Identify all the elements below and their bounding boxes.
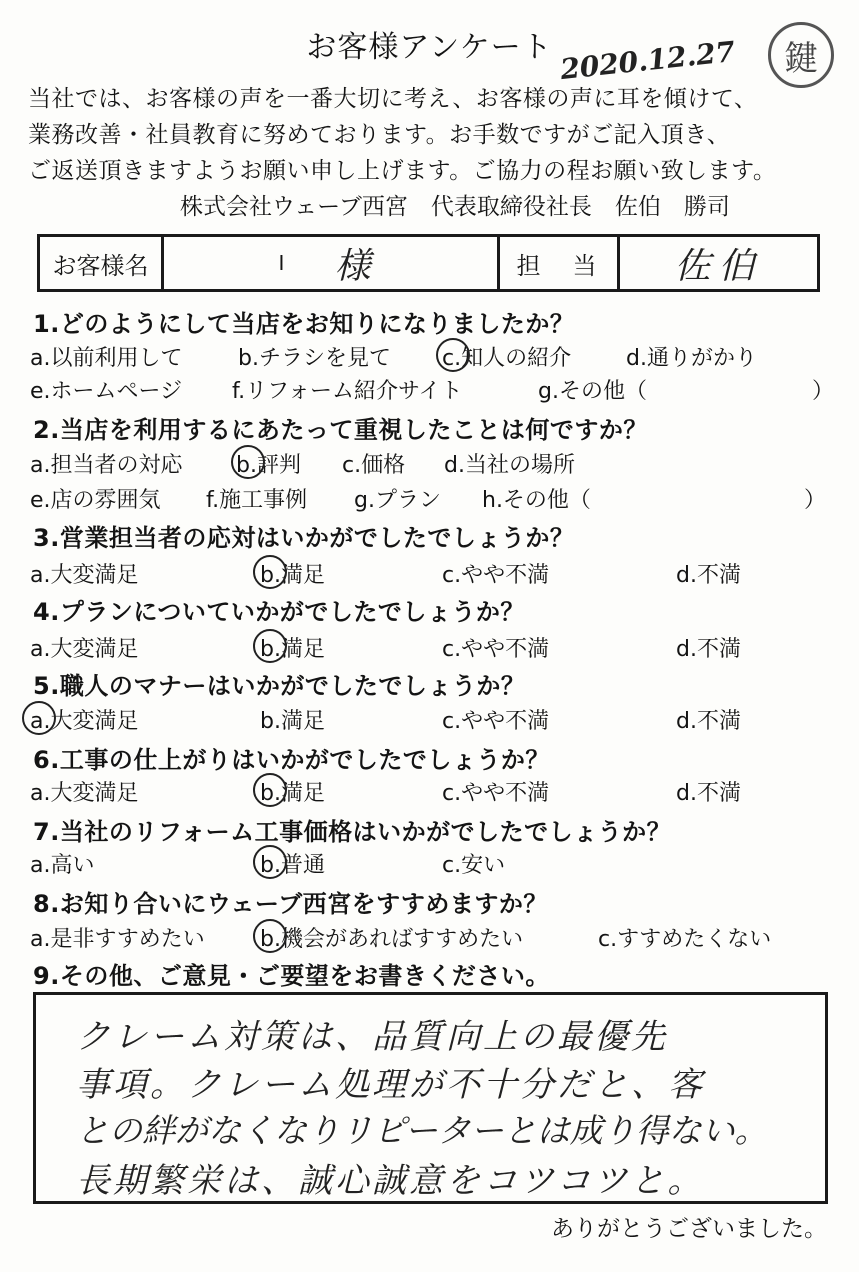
q5-option-b[interactable]: b.満足: [260, 709, 325, 734]
q3-option-d[interactable]: d.不満: [676, 563, 741, 588]
q8-option-a[interactable]: a.是非すすめたい: [30, 927, 205, 952]
q2-option-d[interactable]: d.当社の場所: [444, 453, 575, 478]
customer-name-field[interactable]: [164, 237, 500, 289]
thanks-message: ありがとうございました。: [551, 1216, 827, 1242]
q7-option-b[interactable]: b.普通: [260, 853, 325, 878]
q8-option-b[interactable]: b.機会があればすすめたい: [260, 927, 524, 952]
q1-option-g[interactable]: g.その他（: [538, 379, 647, 404]
survey-title: お客様アンケート: [306, 30, 553, 65]
q3-option-c[interactable]: c.やや不満: [442, 563, 550, 588]
customer-header-table: [37, 234, 820, 292]
comment-line-2: 事項。クレーム処理が不十分だと、客: [76, 1065, 705, 1105]
q7-option-a[interactable]: a.高い: [30, 853, 95, 878]
staff-label: 担 当: [500, 237, 620, 289]
q6-option-d[interactable]: d.不満: [676, 781, 741, 806]
q2-option-f[interactable]: f.施工事例: [206, 488, 308, 513]
q1-paren-close: ）: [812, 379, 835, 404]
comment-line-4: 長期繁栄は、誠心誠意をコツコツと。: [76, 1161, 705, 1201]
seal-stamp: [768, 22, 834, 88]
q2-option-e[interactable]: e.店の雰囲気: [30, 488, 161, 513]
comment-textarea[interactable]: [33, 992, 828, 1204]
question-7: 7.当社のリフォーム工事価格はいかがでしたでしょうか？: [33, 818, 672, 846]
q2-paren-close: ）: [804, 488, 827, 513]
question-1: 1.どのようにして当店をお知りになりましたか？: [33, 310, 575, 338]
customer-honorific: 様: [334, 245, 383, 287]
q4-option-d[interactable]: d.不満: [676, 637, 741, 662]
q6-selected-circle: [253, 773, 287, 807]
question-2: 2.当店を利用するにあたって重視したことは何ですか？: [33, 416, 648, 444]
q1-option-f[interactable]: f.リフォーム紹介サイト: [232, 379, 463, 404]
q4-option-c[interactable]: c.やや不満: [442, 637, 550, 662]
q5-option-d[interactable]: d.不満: [676, 709, 741, 734]
customer-initial: I: [278, 251, 285, 275]
q5-option-a[interactable]: a.大変満足: [30, 709, 139, 734]
company-signature: 株式会社ウェーブ西宮 代表取締役社長 佐伯 勝司: [180, 194, 730, 220]
q5-selected-circle: [22, 701, 56, 735]
intro-line-3: ご返送頂きますようお願い申し上げます。ご協力の程お願い致します。: [28, 158, 777, 184]
q8-option-c[interactable]: c.すすめたくない: [598, 927, 772, 952]
q7-option-c[interactable]: c.安い: [442, 853, 506, 878]
question-8: 8.お知り合いにウェーブ西宮をすすめますか？: [33, 890, 548, 918]
q6-option-c[interactable]: c.やや不満: [442, 781, 550, 806]
comment-line-1: クレーム対策は、品質向上の最優先: [76, 1017, 668, 1057]
q6-option-b[interactable]: b.満足: [260, 781, 325, 806]
customer-label: お客様名: [40, 237, 164, 289]
q1-option-a[interactable]: a.以前利用して: [30, 346, 183, 371]
q6-option-a[interactable]: a.大変満足: [30, 781, 139, 806]
q4-option-a[interactable]: a.大変満足: [30, 637, 139, 662]
intro-line-2: 業務改善・社員教育に努めております。お手数ですがご記入頂き、: [28, 122, 731, 148]
q2-selected-circle: [231, 445, 265, 479]
q3-option-b[interactable]: b.満足: [260, 563, 325, 588]
question-4: 4.プランについていかがでしたでしょうか？: [33, 598, 525, 626]
question-5: 5.職人のマナーはいかがでしたでしょうか？: [33, 672, 526, 700]
q4-selected-circle: [253, 629, 287, 663]
q2-option-h[interactable]: h.その他（: [482, 488, 591, 513]
intro-line-1: 当社では、お客様の声を一番大切に考え、お客様の声に耳を傾けて、: [28, 86, 758, 112]
staff-name-field[interactable]: 佐伯: [674, 245, 763, 287]
stamp-char: 鍵: [784, 38, 818, 79]
comment-line-3: との絆がなくなりリピーターとは成り得ない。: [76, 1111, 768, 1150]
q3-selected-circle: [253, 555, 287, 589]
q7-selected-circle: [253, 845, 287, 879]
q2-option-c[interactable]: c.価格: [342, 453, 406, 478]
q1-option-c[interactable]: c.知人の紹介: [442, 346, 572, 371]
question-9: 9.その他、ご意見・ご要望をお書きください。: [33, 962, 550, 990]
q2-option-b[interactable]: b.評判: [236, 453, 301, 478]
handwritten-date: 2020.12.27: [558, 34, 737, 87]
question-6: 6.工事の仕上がりはいかがでしたでしょうか？: [33, 746, 550, 774]
q5-option-c[interactable]: c.やや不満: [442, 709, 550, 734]
q3-option-a[interactable]: a.大変満足: [30, 563, 139, 588]
question-3: 3.営業担当者の応対はいかがでしたでしょうか？: [33, 524, 575, 552]
q1-selected-circle: [436, 338, 470, 372]
q1-option-d[interactable]: d.通りがかり: [626, 346, 757, 371]
q4-option-b[interactable]: b.満足: [260, 637, 325, 662]
q8-selected-circle: [253, 919, 287, 953]
q1-option-e[interactable]: e.ホームページ: [30, 379, 183, 404]
q2-option-a[interactable]: a.担当者の対応: [30, 453, 183, 478]
q1-option-b[interactable]: b.チラシを見て: [238, 346, 391, 371]
q2-option-g[interactable]: g.プラン: [354, 488, 441, 513]
